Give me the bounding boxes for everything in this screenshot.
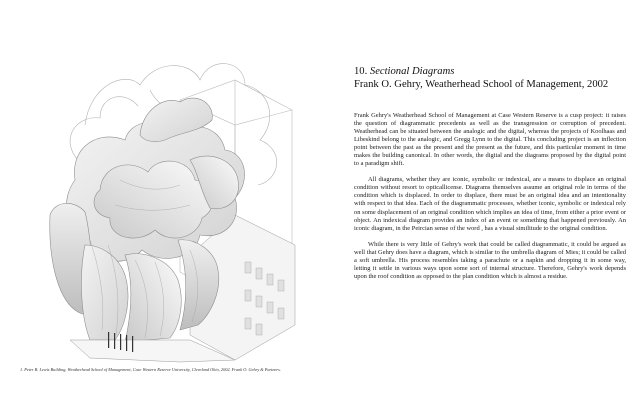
chapter-number: 10. <box>354 66 368 77</box>
chapter-heading <box>354 66 642 91</box>
chapter-title: Sectional Diagrams <box>369 66 455 77</box>
paragraph: Frank Gehry's Weatherhead School of Management at Case Western Reserve is a cusp project: it raises the question of diagrammatic precedents as well as the transgression or corruption of precedent. Weatherhead can be situated between the analogic and the digital, whereas the projects of Koolhaas and Libeskind belong to the analogic, and Gregg Lynn to the digital. This concluding project is an inflection point between the past as the present and the present as the future, and this particular moment in time makes the building canonical. In other words, the digital and the diagrams proposed by the digital point to a paradigm shift. <box>354 112 626 168</box>
chapter-subtitle: Frank O. Gehry, Weatherhead School of Management, 2002 <box>354 78 609 90</box>
right-page <box>321 0 642 417</box>
figure-caption: 1. Peter B. Lewis Building, Weatherhead School of Management, Case Western Reserve University, Cleveland Ohio, 2002. Frank O. Gehry & Partners. <box>20 367 281 372</box>
paragraph: All diagrams, whether they are iconic, symbolic or indexical, are a means to displace an original condition without resort to opticallicense. Diagrams themselves assume an original role in terms of the condition which is displaced. In order to displace, there must be an original idea and an intentionality with respect to that idea. Each of the diagrammatic processes, whether iconic, symbolic or indexical rely on some displacement of an original condition which implies an idea of time, from either a prior event or object. An indexical diagram provides an index of an event or something that happened previously. An iconic diagram, in the Peircian sense of the word , has a visual similitude to the original condition. <box>354 176 626 232</box>
body-text <box>354 112 626 289</box>
building-illustration <box>30 40 318 365</box>
paragraph: While there is very little of Gehry's work that could be called diagrammatic, it could be argued as well that Gehry does have a diagram, which is similar to the umbrella diagram of Mies; it could be called a soft umbrella. His process resembles taking a parachute or a napkin and dropping it in some way, letting it settle in various ways upon some sort of internal structure. Therefore, Gehry's work depends upon the roof condition as opposed to the plan condition which is almost a residue. <box>354 240 626 280</box>
